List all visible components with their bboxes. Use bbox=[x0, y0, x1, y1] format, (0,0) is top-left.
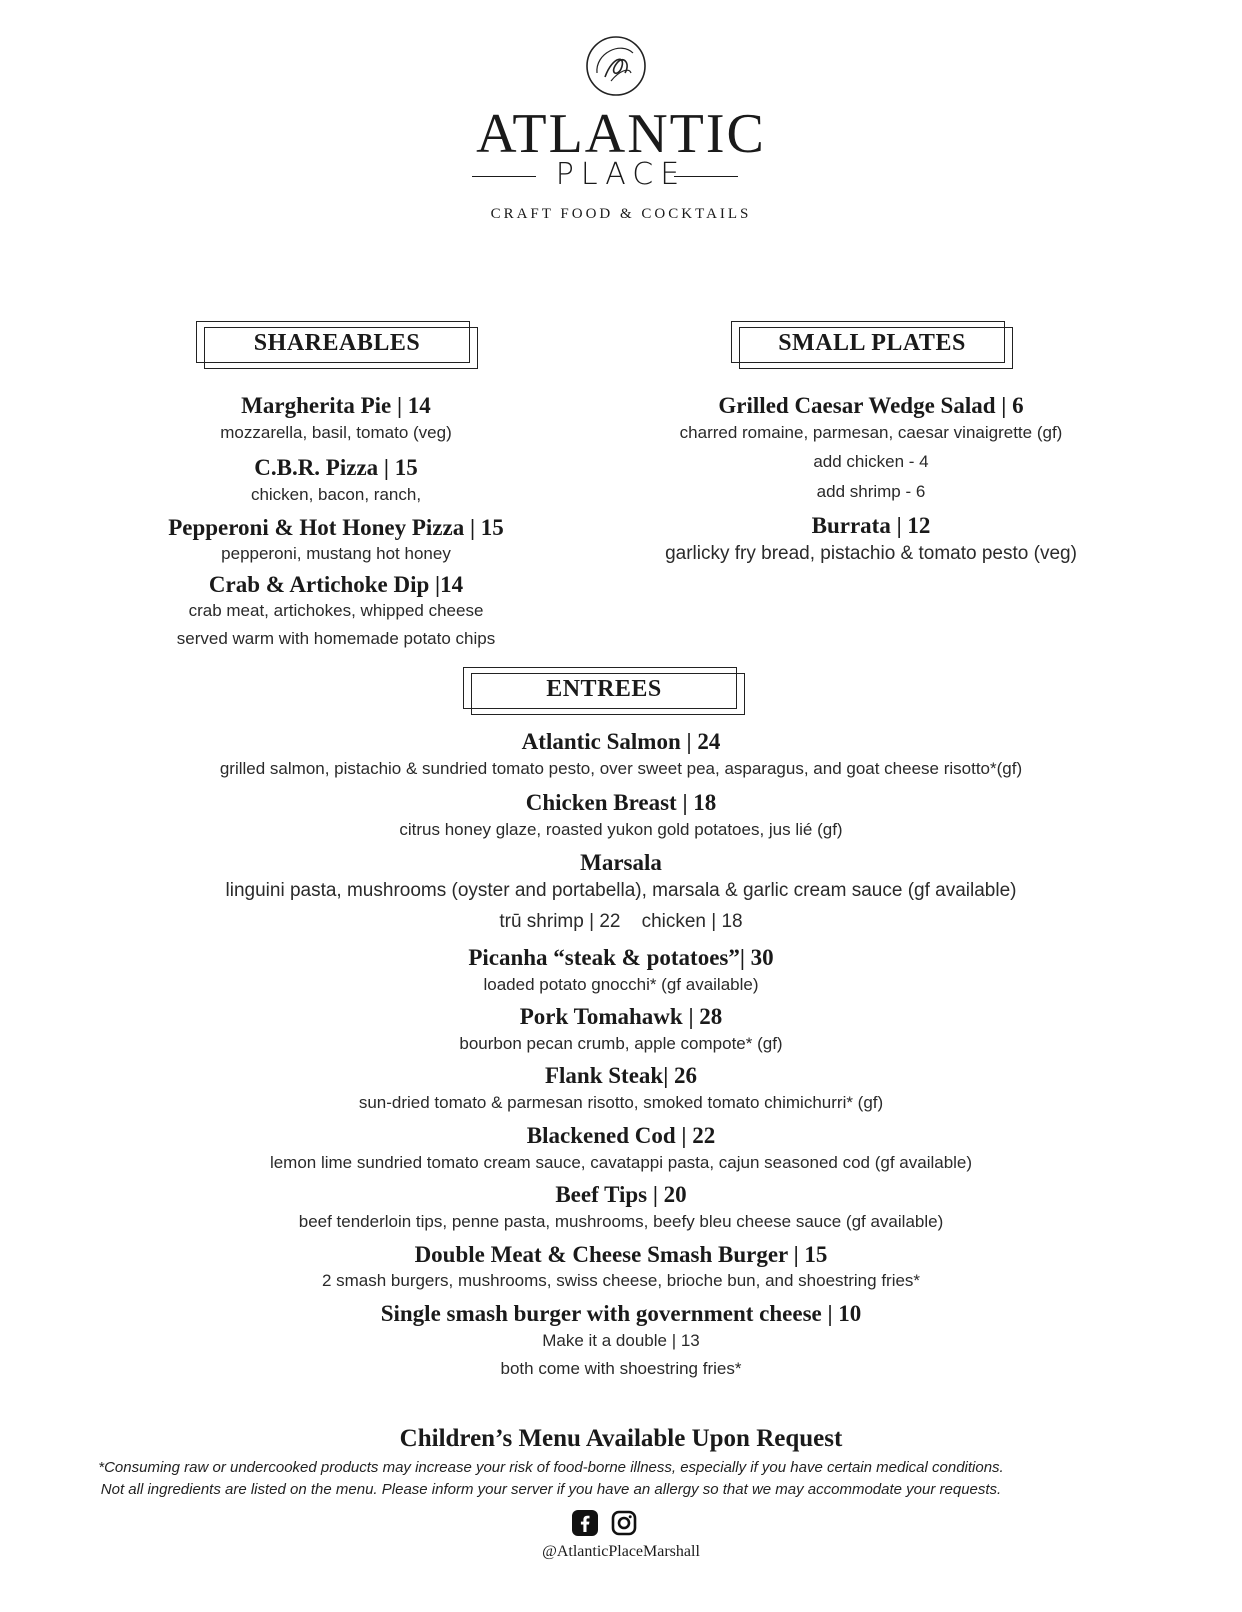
menu-item-title: Crab & Artichoke Dip |14 bbox=[208, 572, 464, 597]
menu-item-desc: crab meat, artichokes, whipped cheese bbox=[188, 601, 484, 620]
entrees-heading: ENTREES bbox=[546, 676, 662, 702]
menu-item-desc: grilled salmon, pistachio & sundried tomato pesto, over sweet pea, asparagus, and goat cheese risotto*(gf) bbox=[219, 759, 1023, 778]
menu-item-desc: 2 smash burgers, mushrooms, swiss cheese, brioche bun, and shoestring fries* bbox=[321, 1271, 921, 1290]
instagram-icon[interactable] bbox=[611, 1510, 637, 1536]
menu-item-desc: Make it a double | 13 bbox=[542, 1331, 700, 1350]
menu-item-title: Beef Tips | 20 bbox=[555, 1182, 687, 1207]
childrens-menu-note: Children’s Menu Available Upon Request bbox=[399, 1425, 843, 1452]
menu-item-desc: add chicken - 4 bbox=[813, 452, 929, 471]
menu-item-desc: garlicky fry bread, pistachio & tomato pesto (veg) bbox=[665, 543, 1077, 564]
menu-item-desc: chicken, bacon, ranch, bbox=[250, 485, 422, 504]
menu-item-desc: mozzarella, basil, tomato (veg) bbox=[220, 423, 452, 442]
menu-item-title: Marsala bbox=[580, 850, 662, 875]
menu-item-title: Chicken Breast | 18 bbox=[525, 790, 717, 815]
menu-item-title: Pepperoni & Hot Honey Pizza | 15 bbox=[168, 515, 504, 540]
menu-item-desc: served warm with homemade potato chips bbox=[176, 629, 496, 648]
social-handle[interactable]: @AtlanticPlaceMarshall bbox=[542, 1543, 700, 1560]
menu-item-title: Double Meat & Cheese Smash Burger | 15 bbox=[414, 1242, 828, 1267]
brand-name: ATLANTIC bbox=[476, 103, 766, 165]
menu-item-desc: lemon lime sundried tomato cream sauce, cavatappi pasta, cajun seasoned cod (gf available) bbox=[269, 1153, 973, 1172]
logo-swirl-icon bbox=[583, 33, 649, 99]
brand-sub: PLACE bbox=[555, 157, 687, 192]
shareables-heading-box bbox=[196, 321, 478, 369]
menu-item-desc: both come with shoestring fries* bbox=[500, 1359, 742, 1378]
menu-item-title: Burrata | 12 bbox=[811, 513, 931, 538]
small-plates-heading: SMALL PLATES bbox=[778, 330, 966, 356]
menu-item-desc: charred romaine, parmesan, caesar vinaigrette (gf) bbox=[679, 423, 1063, 442]
menu-item-desc: loaded potato gnocchi* (gf available) bbox=[483, 975, 759, 994]
menu-item-title: Grilled Caesar Wedge Salad | 6 bbox=[718, 393, 1024, 418]
menu-item-title: Picanha “steak & potatoes”| 30 bbox=[468, 945, 774, 970]
brand-sub-row bbox=[0, 158, 1242, 192]
menu-item-title: Flank Steak| 26 bbox=[544, 1063, 698, 1088]
menu-item-desc: trū shrimp | 22 chicken | 18 bbox=[499, 911, 743, 932]
menu-item-desc: add shrimp - 6 bbox=[816, 482, 926, 501]
menu-item-title: C.B.R. Pizza | 15 bbox=[254, 455, 418, 480]
menu-item-desc: bourbon pecan crumb, apple compote* (gf) bbox=[459, 1034, 783, 1053]
shareables-heading: SHAREABLES bbox=[253, 330, 421, 356]
menu-item-desc: linguini pasta, mushrooms (oyster and portabella), marsala & garlic cream sauce (gf available) bbox=[225, 880, 1017, 901]
menu-item-title: Margherita Pie | 14 bbox=[241, 393, 431, 418]
facebook-icon[interactable] bbox=[572, 1510, 598, 1536]
social-icons bbox=[0, 1510, 1242, 1538]
menu-item-desc: pepperoni, mustang hot honey bbox=[221, 544, 451, 563]
menu-item-desc: citrus honey glaze, roasted yukon gold potatoes, jus lié (gf) bbox=[399, 820, 843, 839]
entrees-heading-box bbox=[463, 667, 745, 715]
disclaimer-line-1: *Consuming raw or undercooked products may increase your risk of food-borne illness, especially if you have certain medical conditions. bbox=[98, 1459, 1004, 1476]
menu-item-title: Atlantic Salmon | 24 bbox=[521, 729, 721, 754]
menu-item-title: Pork Tomahawk | 28 bbox=[519, 1004, 723, 1029]
menu-item-title: Blackened Cod | 22 bbox=[526, 1123, 716, 1148]
menu-item-desc: sun-dried tomato & parmesan risotto, smoked tomato chimichurri* (gf) bbox=[358, 1093, 884, 1112]
small-plates-heading-box bbox=[731, 321, 1013, 369]
brand-tagline: CRAFT FOOD & COCKTAILS bbox=[490, 206, 752, 222]
menu-item-desc: beef tenderloin tips, penne pasta, mushrooms, beefy bleu cheese sauce (gf available) bbox=[298, 1212, 944, 1231]
menu-item-title: Single smash burger with government cheese | 10 bbox=[380, 1301, 862, 1326]
disclaimer-line-2: Not all ingredients are listed on the menu. Please inform your server if you have an allergy so that we may accommodate your requests. bbox=[100, 1481, 1002, 1498]
